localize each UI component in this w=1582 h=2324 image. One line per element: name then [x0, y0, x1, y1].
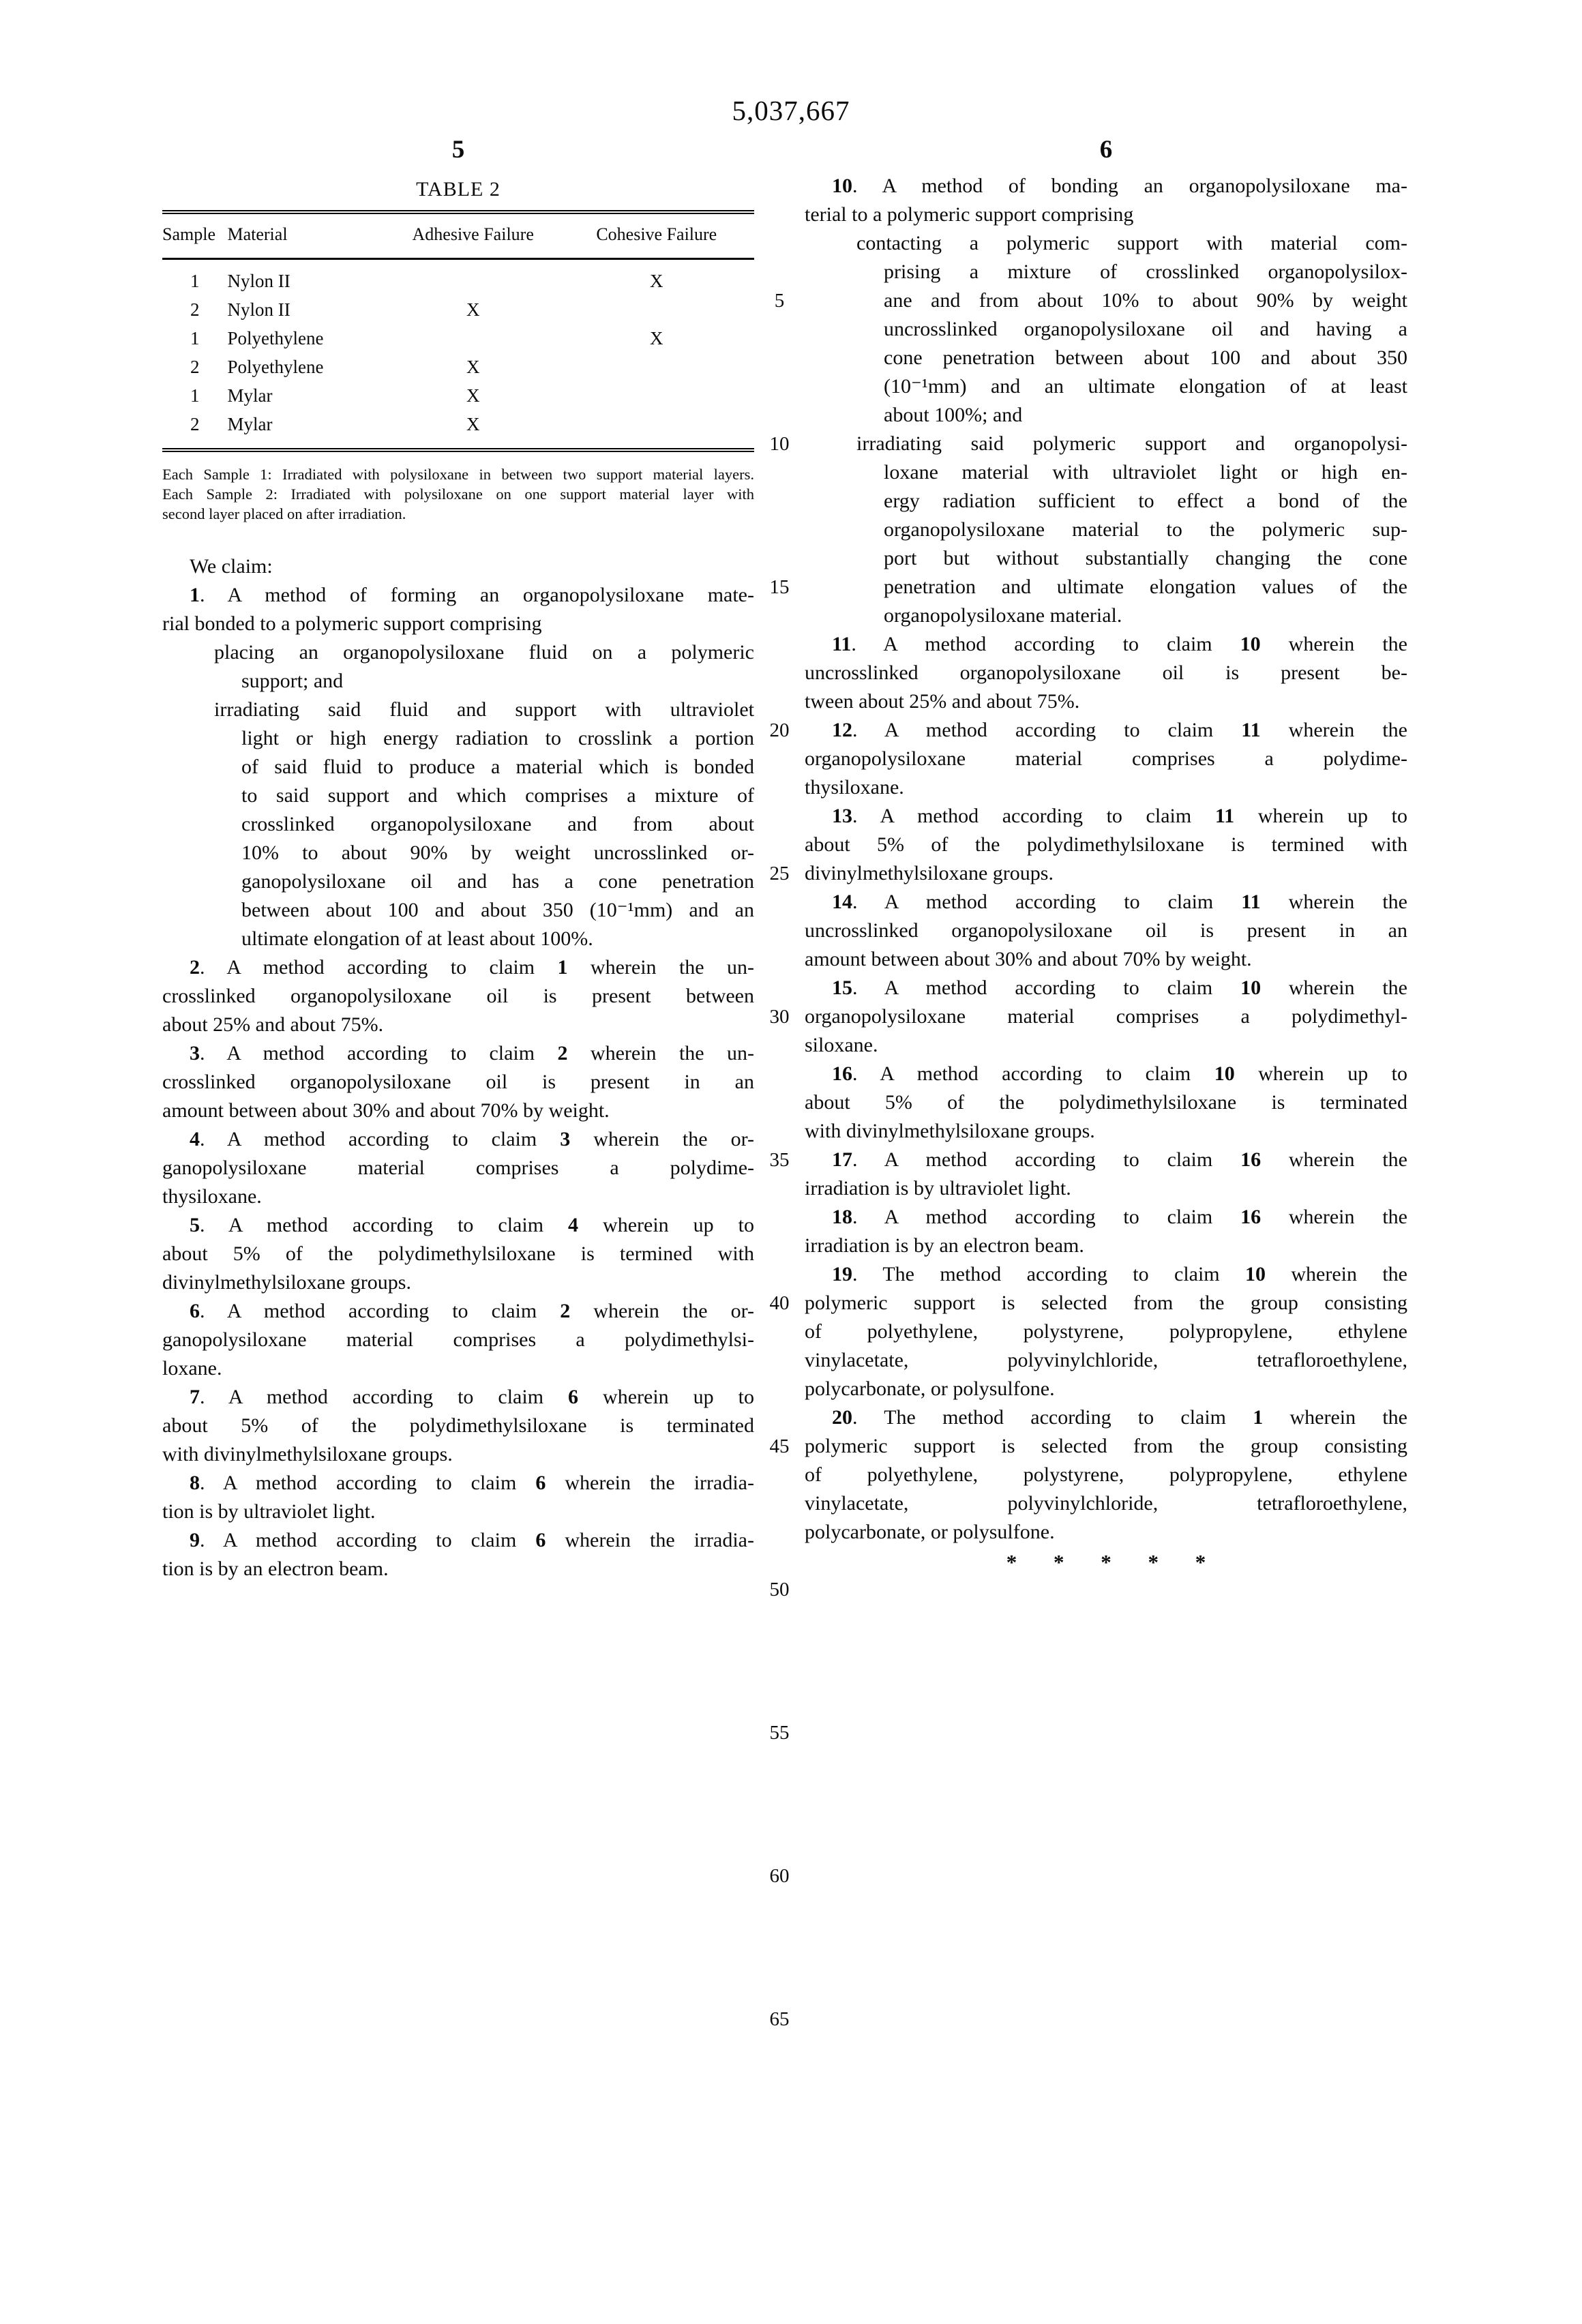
- margin-line-number: 40: [769, 1292, 790, 1314]
- claim-line: thysiloxane.: [162, 1185, 262, 1208]
- margin-line-number: 65: [769, 2008, 790, 2030]
- footnote-line: Each Sample 2: Irradiated with polysiloxane on one support material layer with: [162, 486, 754, 503]
- table-cell: 2: [190, 414, 200, 434]
- table-title: TABLE 2: [416, 178, 501, 200]
- claim-line: polycarbonate, or polysulfone.: [805, 1521, 1055, 1543]
- claim-line: port but without substantially changing the cone: [884, 547, 1407, 569]
- claim-line: placing an organopolysiloxane fluid on a polymeric: [214, 641, 754, 664]
- claim-line: 6. A method according to claim 2 wherein the or-: [190, 1300, 754, 1322]
- claim-line: thysiloxane.: [805, 776, 904, 799]
- claim-line: ganopolysiloxane material comprises a polydime-: [162, 1157, 754, 1179]
- claim-line: vinylacetate, polyvinylchloride, tetrafloroethylene,: [805, 1349, 1407, 1371]
- margin-line-number: 35: [769, 1149, 790, 1171]
- claim-line: organopolysiloxane material comprises a polydimethyl-: [805, 1005, 1407, 1028]
- claim-line: 10. A method of bonding an organopolysiloxane ma-: [832, 175, 1407, 197]
- claims-right: [805, 172, 1407, 1547]
- claim-line: between about 100 and about 350 (10⁻¹mm) and an: [241, 899, 754, 921]
- claim-line: 12. A method according to claim 11 wherein the: [832, 719, 1407, 741]
- claim-line: organopolysiloxane material to the polymeric sup-: [884, 518, 1407, 541]
- claim-line: about 5% of the polydimethylsiloxane is termined with: [162, 1242, 754, 1265]
- table-cell: Polyethylene: [227, 328, 324, 348]
- table-footnote: [162, 464, 754, 524]
- claim-line: polymeric support is selected from the group consisting: [805, 1292, 1407, 1314]
- table-cell: 2: [190, 357, 200, 377]
- table-cell: 2: [190, 299, 200, 320]
- claim-line: contacting a polymeric support with material com-: [856, 232, 1407, 254]
- claim-line: light or high energy radiation to crosslink a portion: [241, 727, 754, 749]
- right-column: [805, 172, 1407, 1577]
- claim-line: tion is by an electron beam.: [162, 1558, 389, 1580]
- end-asterisks: * * * * *: [1006, 1550, 1206, 1574]
- claim-line: uncrosslinked organopolysiloxane oil is present in an: [805, 919, 1407, 942]
- table-cell: Polyethylene: [227, 357, 324, 377]
- claim-line: 11. A method according to claim 10 wherein the: [832, 633, 1407, 655]
- claim-line: irradiation is by ultraviolet light.: [805, 1177, 1071, 1200]
- table-cell: [387, 260, 559, 295]
- margin-line-number: 45: [769, 1435, 790, 1457]
- table-cell: 1: [190, 271, 200, 291]
- footnote-line: second layer placed on after irradiation.: [162, 505, 406, 522]
- claim-line: with divinylmethylsiloxane groups.: [162, 1443, 453, 1465]
- claim-line: support; and: [241, 670, 344, 692]
- table-cell: [559, 410, 754, 448]
- table-cell: X: [650, 328, 663, 348]
- margin-line-number: 55: [769, 1722, 790, 1744]
- table-row: [162, 295, 754, 324]
- claim-line: penetration and ultimate elongation values of the: [884, 576, 1407, 598]
- claim-line: 4. A method according to claim 3 wherein the or-: [190, 1128, 754, 1150]
- claim-line: (10⁻¹mm) and an ultimate elongation of at least: [884, 375, 1407, 398]
- claim-line: organopolysiloxane material.: [884, 604, 1122, 627]
- table-cell: X: [650, 271, 663, 291]
- table-row: [162, 410, 754, 448]
- claim-line: 19. The method according to claim 10 wherein the: [832, 1263, 1407, 1285]
- table-cell: X: [466, 299, 480, 320]
- claim-line: about 25% and about 75%.: [162, 1013, 384, 1036]
- margin-line-number: 30: [769, 1006, 790, 1028]
- claim-line: 13. A method according to claim 11 wherein up to: [832, 805, 1407, 827]
- table-cell: Mylar: [227, 385, 273, 406]
- claim-line: to said support and which comprises a mixture of: [241, 784, 754, 807]
- claim-line: 10% to about 90% by weight uncrosslinked or-: [241, 841, 754, 864]
- claim-line: 7. A method according to claim 6 wherein up to: [190, 1386, 754, 1408]
- claim-line: crosslinked organopolysiloxane and from about: [241, 813, 754, 835]
- claim-line: about 100%; and: [884, 404, 1023, 426]
- claim-line: of said fluid to produce a material which is bonded: [241, 756, 754, 778]
- claim-line: amount between about 30% and about 70% by weight.: [805, 948, 1252, 970]
- claim-line: loxane.: [162, 1357, 222, 1380]
- claims-left: [162, 581, 754, 1583]
- table-header: [162, 214, 754, 260]
- margin-line-number: 20: [769, 719, 790, 741]
- claim-line: about 5% of the polydimethylsiloxane is terminated: [162, 1414, 754, 1437]
- margin-line-number: 25: [769, 863, 790, 884]
- claim-line: 20. The method according to claim 1 wherein the: [832, 1406, 1407, 1429]
- table-cell: X: [466, 357, 480, 377]
- table-cell: [559, 295, 754, 324]
- margin-line-number: 60: [769, 1865, 790, 1887]
- page-column-number-right: 6: [1099, 136, 1113, 164]
- claim-line: 3. A method according to claim 2 wherein the un-: [190, 1042, 754, 1064]
- claim-line: crosslinked organopolysiloxane oil is present between: [162, 985, 754, 1007]
- page-column-number-left: 5: [451, 136, 465, 164]
- claim-line: with divinylmethylsiloxane groups.: [805, 1120, 1095, 1142]
- margin-line-number: 15: [769, 576, 790, 598]
- column-header: Sample: [162, 214, 227, 260]
- claim-line: tion is by ultraviolet light.: [162, 1500, 376, 1523]
- claim-line: 14. A method according to claim 11 wherein the: [832, 891, 1407, 913]
- margin-line-number: 5: [774, 290, 785, 312]
- margin-line-number: 10: [769, 433, 790, 455]
- claim-line: loxane material with ultraviolet light or high en-: [884, 461, 1407, 483]
- results-table: [162, 210, 754, 452]
- claim-line: ane and from about 10% to about 90% by weight: [884, 289, 1407, 312]
- column-header: Material: [227, 214, 387, 260]
- claim-line: vinylacetate, polyvinylchloride, tetrafloroethylene,: [805, 1492, 1407, 1515]
- claim-line: siloxane.: [805, 1034, 878, 1056]
- claim-line: 2. A method according to claim 1 wherein the un-: [190, 956, 754, 979]
- claim-line: 15. A method according to claim 10 wherein the: [832, 977, 1407, 999]
- claim-line: ganopolysiloxane oil and has a cone penetration: [241, 870, 754, 893]
- claim-line: crosslinked organopolysiloxane oil is present in an: [162, 1071, 754, 1093]
- claim-line: polycarbonate, or polysulfone.: [805, 1377, 1055, 1400]
- claim-line: 9. A method according to claim 6 wherein the irradia-: [190, 1529, 754, 1551]
- table-cell: [559, 381, 754, 410]
- table-cell: [387, 324, 559, 353]
- table-row: [162, 353, 754, 381]
- table-row: [162, 260, 754, 295]
- claims-intro: We claim:: [190, 555, 273, 578]
- claim-line: amount between about 30% and about 70% by weight.: [162, 1099, 610, 1122]
- claim-line: of polyethylene, polystyrene, polypropylene, ethylene: [805, 1463, 1407, 1486]
- claim-line: ergy radiation sufficient to effect a bond of the: [884, 490, 1407, 512]
- table-header-row: [162, 214, 754, 260]
- column-header: Adhesive Failure: [387, 214, 559, 260]
- claim-line: 1. A method of forming an organopolysiloxane mate-: [190, 584, 754, 606]
- claim-line: 17. A method according to claim 16 wherein the: [832, 1148, 1407, 1171]
- claim-line: 18. A method according to claim 16 wherein the: [832, 1206, 1407, 1228]
- claim-line: tween about 25% and about 75%.: [805, 690, 1080, 713]
- table-body: [162, 260, 754, 448]
- claim-line: terial to a polymeric support comprising: [805, 203, 1134, 226]
- claim-line: cone penetration between about 100 and about 350: [884, 346, 1407, 369]
- table-row: [162, 381, 754, 410]
- table-cell: 1: [190, 385, 200, 406]
- column-header: Cohesive Failure: [559, 214, 754, 260]
- claim-line: uncrosslinked organopolysiloxane oil and having a: [884, 318, 1407, 340]
- claim-line: uncrosslinked organopolysiloxane oil is present be-: [805, 661, 1407, 684]
- table-cell: X: [466, 414, 480, 434]
- claim-line: 5. A method according to claim 4 wherein up to: [190, 1214, 754, 1236]
- table-row: [162, 324, 754, 353]
- claim-line: prising a mixture of crosslinked organopolysilox-: [884, 260, 1407, 283]
- table-cell: Nylon II: [227, 271, 290, 291]
- claim-line: polymeric support is selected from the group consisting: [805, 1435, 1407, 1457]
- claim-line: irradiating said fluid and support with ultraviolet: [214, 698, 754, 721]
- footnote-line: Each Sample 1: Irradiated with polysiloxane in between two support material layers.: [162, 466, 754, 483]
- table-cell: X: [466, 385, 480, 406]
- claim-line: 16. A method according to claim 10 wherein up to: [832, 1062, 1407, 1085]
- margin-line-number: 50: [769, 1579, 790, 1600]
- claim-line: of polyethylene, polystyrene, polypropylene, ethylene: [805, 1320, 1407, 1343]
- table-cell: Nylon II: [227, 299, 290, 320]
- claim-line: divinylmethylsiloxane groups.: [805, 862, 1054, 884]
- claim-line: about 5% of the polydimethylsiloxane is termined with: [805, 833, 1407, 856]
- claim-line: 8. A method according to claim 6 wherein the irradia-: [190, 1472, 754, 1494]
- claim-line: ganopolysiloxane material comprises a polydimethylsi-: [162, 1328, 754, 1351]
- table-cell: [559, 353, 754, 381]
- claim-line: ultimate elongation of at least about 100%.: [241, 927, 593, 950]
- patent-number: 5,037,667: [732, 95, 850, 126]
- table-cell: Mylar: [227, 414, 273, 434]
- claim-line: irradiation is by an electron beam.: [805, 1234, 1084, 1257]
- claim-line: divinylmethylsiloxane groups.: [162, 1271, 411, 1294]
- claim-line: rial bonded to a polymeric support comprising: [162, 612, 542, 635]
- claim-line: about 5% of the polydimethylsiloxane is terminated: [805, 1091, 1407, 1114]
- claim-line: irradiating said polymeric support and organopolysi-: [856, 432, 1407, 455]
- table-cell: 1: [190, 328, 200, 348]
- left-column: [162, 176, 754, 1583]
- claim-line: organopolysiloxane material comprises a polydime-: [805, 747, 1407, 770]
